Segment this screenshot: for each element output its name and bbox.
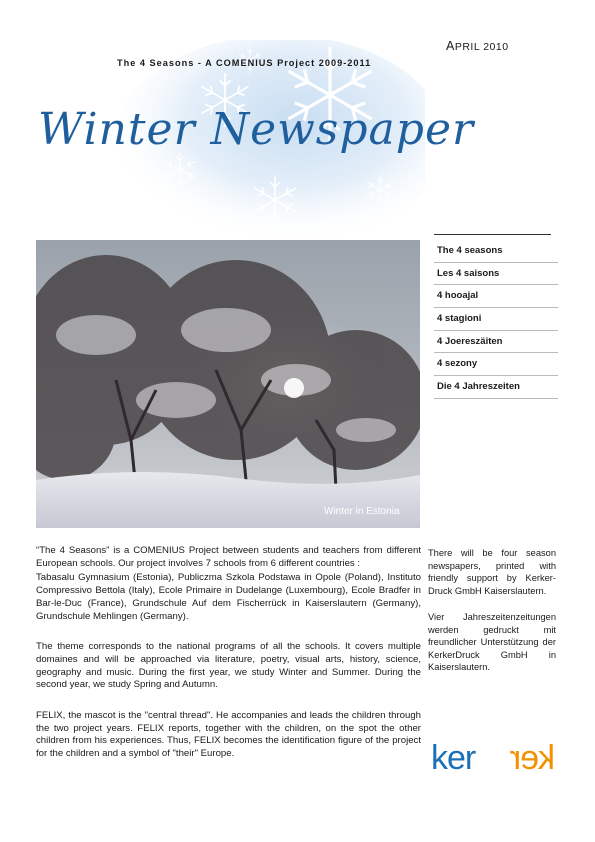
language-item-estonian: 4 hooajal [434,285,558,308]
svg-text:ker: ker [431,739,476,777]
article-body [36,545,421,774]
kerker-logo [429,738,559,778]
article-paragraph-intro: “The 4 Seasons” is a COMENIUS Project between students and teachers from different European schools. Our project involves 7 schools from 6 different countries : [36,545,421,569]
sidebar-paragraph-english: There will be four season newspapers, printed with friendly support by Kerker-Druck GmbH Kaiserslautern. [428,548,556,596]
issue-date: APRIL 2010 [446,39,509,53]
winter-photo [36,240,420,528]
photo-caption: Winter in Estonia [324,506,400,517]
sidebar-paragraph-german: Vier Jahreszeitenzeitungen werden gedruckt mit freundlicher Unterstützung der KerkerDruck GmbH in Kaiserslautern. [428,612,556,672]
toc-divider [434,234,551,235]
article-paragraph-theme: The theme corresponds to the national programs of all the schools. It covers multiple domaines and will be approached via literature, poetry, visual arts, history, science, geography and music. During the first year, we study Winter and Summer. During the second year, we study Spring and Autumn. [36,641,421,691]
newspaper-title: Winter Newspaper [38,104,475,155]
language-item-polish: 4 sezony [434,353,558,376]
language-item-german: Die 4 Jahreszeiten [434,376,558,399]
language-item-french: Les 4 saisons [434,263,558,286]
language-item-luxembourgish: 4 Joereszäiten [434,331,558,354]
project-subtitle: The 4 Seasons - A COMENIUS Project 2009-2011 [117,58,372,68]
language-list [434,240,558,399]
language-item-italian: 4 stagioni [434,308,558,331]
svg-text:ker: ker [510,739,555,777]
language-item-english: The 4 seasons [434,240,558,263]
article-paragraph-schools: Tabasalu Gymnasium (Estonia), Publiczma Szkola Podstawa in Opole (Poland), Instituto Compressivo Bettola (Italy), Ecole Primaire in Dudelange (Luxembourg), Ecole Bradfer in Bar-le-Duc (France), Grundschule Auf dem Fischerrück in Kaiserslautern (Germany), Grundschule Mehlingen (Germany). [36,572,421,622]
article-paragraph-felix: FELIX, the mascot is the "central thread". He accompanies and leads the children through the two project years. FELIX reports, together with the children, on the spot the other children from his experiences. Thus, FELIX becomes the identification figure of the project for the children and a symbol of "their" Europe. [36,710,421,760]
sidebar-notice [428,547,556,688]
